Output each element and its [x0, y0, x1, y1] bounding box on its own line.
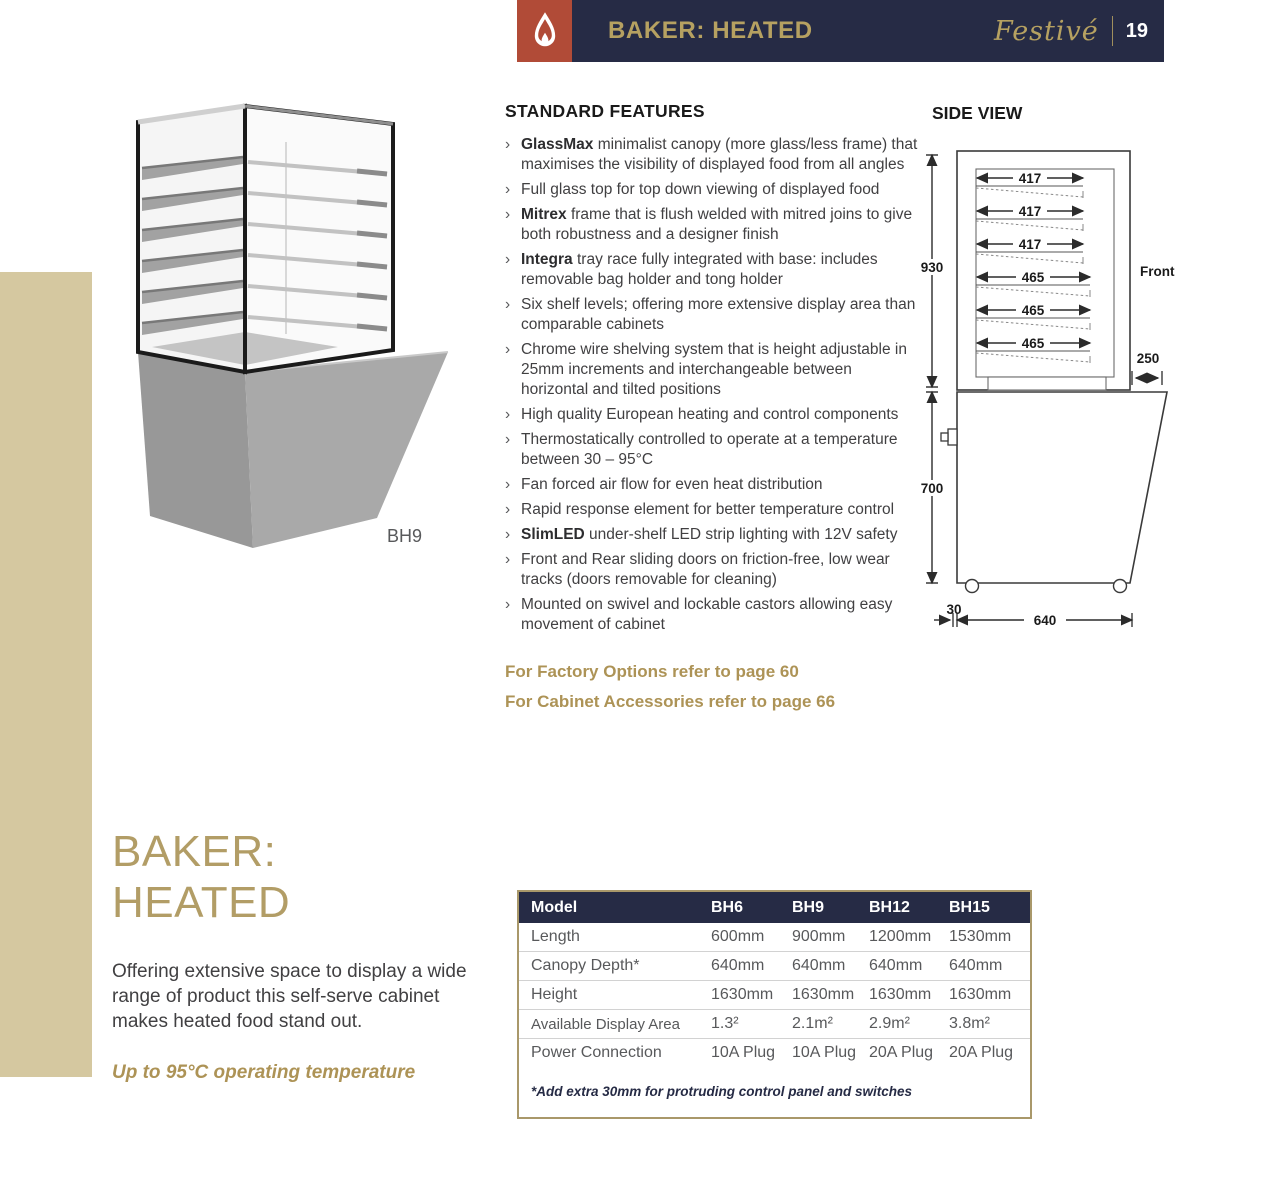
table-row: Length 600mm 900mm 1200mm 1530mm: [531, 928, 1012, 945]
cabinet-accessories-link: For Cabinet Accessories refer to page 66: [505, 692, 836, 711]
chevron-bullet: ›: [505, 206, 511, 223]
table-footnote-row: [518, 1067, 1031, 1118]
brand-area: [994, 0, 1148, 62]
feature-item: › Rapid response element for better temperature control: [505, 501, 895, 518]
dim-250-label: 250: [1136, 351, 1160, 366]
dim-930-label: 930: [920, 260, 944, 275]
chevron-bullet: ›: [505, 341, 511, 358]
feature-item: › Thermostatically controlled to operate at a temperature between 30 – 95°C: [505, 431, 898, 468]
header-bar: [517, 0, 1164, 62]
shelf-dim-row: [976, 336, 1090, 363]
shelf-dim-label: 417: [1018, 237, 1042, 252]
cabinet-render: [95, 80, 495, 565]
table-header-row: [518, 891, 1031, 923]
col-header-bh15: BH15: [949, 891, 1031, 923]
dim-640: [957, 612, 1132, 628]
feature-item: › SlimLED under-shelf LED strip lighting with 12V safety: [505, 526, 898, 543]
chevron-bullet: ›: [505, 406, 511, 423]
flame-icon: [528, 10, 562, 52]
col-header-bh9: BH9: [792, 891, 869, 923]
spec-table-section: [517, 890, 1030, 1119]
dim-250: [1132, 351, 1162, 385]
shelf-dim-label: 417: [1018, 204, 1042, 219]
feature-item: › Mounted on swivel and lockable castors allowing easy movement of cabinet: [505, 596, 893, 633]
features-title: STANDARD FEATURES: [505, 101, 705, 121]
control-knob: [948, 429, 957, 445]
intro-section: [112, 826, 484, 1084]
features-list: [505, 135, 919, 635]
dim-700: [913, 392, 951, 583]
table-row: Power Connection 10A Plug 10A Plug 20A Plug 20A Plug: [518, 1039, 1031, 1068]
chevron-bullet: ›: [505, 476, 511, 493]
shelf-dim-row: [976, 171, 1083, 198]
chevron-bullet: ›: [505, 296, 511, 313]
control-knob: [941, 433, 948, 441]
table-row: Height 1630mm 1630mm 1630mm 1630mm: [518, 981, 1031, 1010]
feature-item: › GlassMax minimalist canopy (more glass/less frame) that maximises the visibility of displayed food from all angles: [505, 136, 918, 173]
dim-930: [913, 155, 951, 387]
product-range-title: BAKER: HEATED: [112, 827, 291, 927]
factory-options-link: For Factory Options refer to page 60: [505, 662, 799, 681]
shelf-dim-label: 465: [1021, 303, 1045, 318]
feature-item: › Front and Rear sliding doors on friction-free, low wear tracks (doors removable for cleaning): [505, 551, 890, 588]
col-header-bh6: BH6: [711, 891, 792, 923]
chevron-bullet: ›: [505, 596, 511, 613]
shelf-dim-label: 465: [1021, 270, 1045, 285]
page-number: 19: [1125, 19, 1148, 42]
chevron-bullet: ›: [505, 526, 511, 543]
chevron-bullet: ›: [505, 431, 511, 448]
feature-item: › High quality European heating and control components: [505, 406, 899, 423]
chevron-bullet: ›: [505, 501, 511, 518]
product-image: [95, 80, 495, 565]
chevron-bullet: ›: [505, 251, 511, 268]
front-label: Front: [1140, 264, 1175, 279]
table-row: Available Display Area 1.3² 2.1m² 2.9m² 3.8m²: [518, 1010, 1031, 1039]
feature-item: › Integra tray race fully integrated with base: includes removable bag holder and tong holder: [505, 251, 878, 288]
shelf-dim-row: [976, 237, 1083, 264]
table-footnote: *Add extra 30mm for protruding control panel and switches: [531, 1083, 913, 1099]
brand-divider: [1112, 16, 1113, 46]
dim-700-label: 700: [920, 481, 944, 496]
base-outline: [957, 392, 1167, 583]
feature-item: › Chrome wire shelving system that is height adjustable in 25mm increments and interchangeable between horizontal and tilted positions: [505, 341, 907, 398]
standard-features-section: [505, 101, 919, 712]
castor: [966, 580, 979, 593]
flame-logo-box: [517, 0, 572, 62]
chevron-bullet: ›: [505, 551, 511, 568]
castor: [1114, 580, 1127, 593]
table-row: Canopy Depth* 640mm 640mm 640mm 640mm: [518, 952, 1031, 981]
feature-item: › Mitrex frame that is flush welded with mitred joins to give both robustness and a designer finish: [505, 206, 913, 243]
brand-logo: Festivé: [993, 15, 1099, 47]
spec-table: [517, 890, 1032, 1119]
shelf-dim-row: [976, 270, 1090, 297]
dim-640-label: 640: [1033, 613, 1057, 628]
feature-item: › Six shelf levels; offering more extensive display area than comparable cabinets: [505, 296, 916, 333]
side-view-diagram: [910, 128, 1185, 653]
col-header-bh12: BH12: [869, 891, 949, 923]
product-model-label: BH9: [387, 526, 423, 546]
feature-item: › Full glass top for top down viewing of displayed food: [505, 181, 880, 198]
temperature-highlight: Up to 95°C operating temperature: [112, 1062, 416, 1083]
page-title: BAKER: HEATED: [608, 17, 813, 44]
shelf-dim-label: 417: [1018, 171, 1042, 186]
feature-item: › Fan forced air flow for even heat distribution: [505, 476, 823, 493]
shelf-dim-row: [976, 303, 1090, 330]
chevron-bullet: ›: [505, 136, 511, 153]
dim-30-label: 30: [946, 602, 962, 617]
shelf-dim-label: 465: [1021, 336, 1045, 351]
intro-paragraph: Offering extensive space to display a wide range of product this self-serve cabinet makes heated food stand out.: [112, 961, 467, 1032]
shelf-dim-row: [976, 204, 1083, 231]
left-accent-bar: [0, 272, 92, 1077]
chevron-bullet: ›: [505, 181, 511, 198]
col-header-model: Model: [518, 891, 711, 923]
side-view-title: SIDE VIEW: [932, 103, 1023, 123]
